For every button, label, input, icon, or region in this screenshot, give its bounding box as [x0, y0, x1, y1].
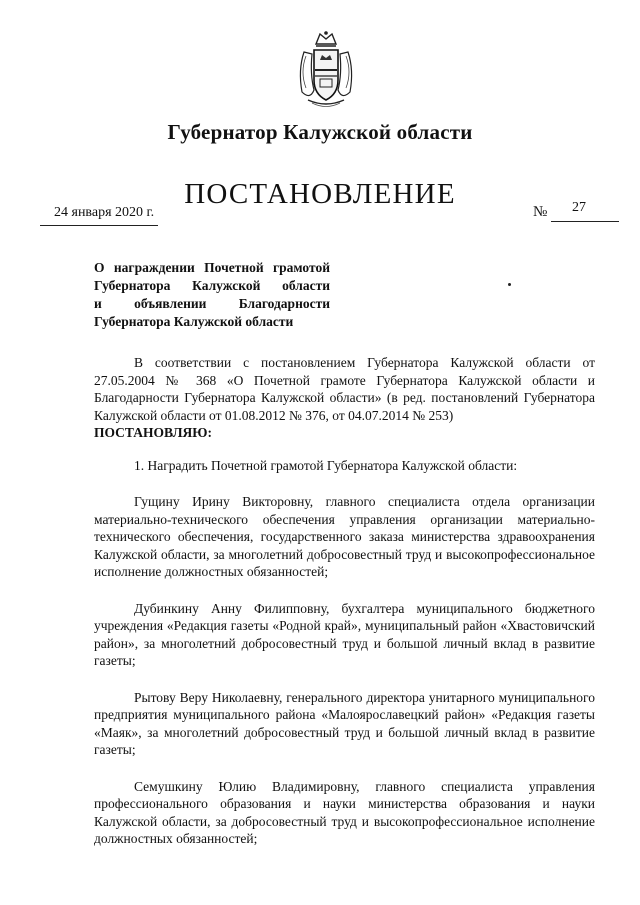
issuing-authority: Губернатор Калужской области [167, 120, 473, 144]
coat-of-arms-icon [294, 30, 358, 110]
document-subject [94, 259, 330, 331]
date-underline [40, 225, 158, 226]
subject-line: О награждении Почетной грамотой [94, 260, 330, 275]
document-date: 24 января 2020 г. [54, 205, 155, 220]
decree-word: ПОСТАНОВЛЯЮ: [94, 425, 212, 440]
document-body [94, 354, 595, 848]
subject-line: Губернатора Калужской области [94, 278, 330, 293]
number-underline [551, 221, 619, 222]
preamble-paragraph: В соответствии с постановлением Губернатора Калужской области от 27.05.2004 № 368 «О Почетной грамоте Губернатора Калужской области и Благодарности Губернатора Калужской области» (в ред. постановлений Губернатора Калужской области от 01.08.2012 № 376, от 04.07.2014 № 253) [94, 355, 595, 423]
awardee-paragraph: Гущину Ирину Викторовну, главного специалиста отдела организации материально-технического обеспечения управления организации материально-технического обеспечения, государственного заказа министерства здравоохранения Калужской области, за многолетний добросовестный труд и высокопрофессиональное исполнение должностных обязанностей; [94, 494, 595, 579]
number-sign: № [533, 204, 548, 220]
subject-line: и объявлении Благодарности [94, 296, 330, 311]
awardee-paragraph: Рытову Веру Николаевну, генерального директора унитарного муниципального предприятия муниципального района «Малоярославецкий район» «Редакция газеты «Маяк», за многолетний добросовестный труд и большой личный вклад в развитие газеты; [94, 689, 595, 757]
stray-mark [508, 283, 511, 286]
document-type: ПОСТАНОВЛЕНИЕ [184, 178, 456, 210]
awardee-paragraph: Дубинкину Анну Филипповну, бухгалтера муниципального бюджетного учреждения «Редакция газеты «Родной край», муниципальный район «Хвастовичский район», за многолетний добросовестный труд и большой личный вклад в развитие газеты; [94, 600, 595, 668]
document-number: 27 [572, 200, 586, 215]
subject-line: Губернатора Калужской области [94, 314, 294, 329]
awardee-paragraph: Семушкину Юлию Владимировну, главного специалиста управления профессионального образования и науки министерства образования и науки Калужской области, за добросовестный труд и высокопрофессиональное исполнение должностных обязанностей; [94, 778, 595, 846]
resolution-item: 1. Наградить Почетной грамотой Губернатора Калужской области: [134, 457, 518, 473]
